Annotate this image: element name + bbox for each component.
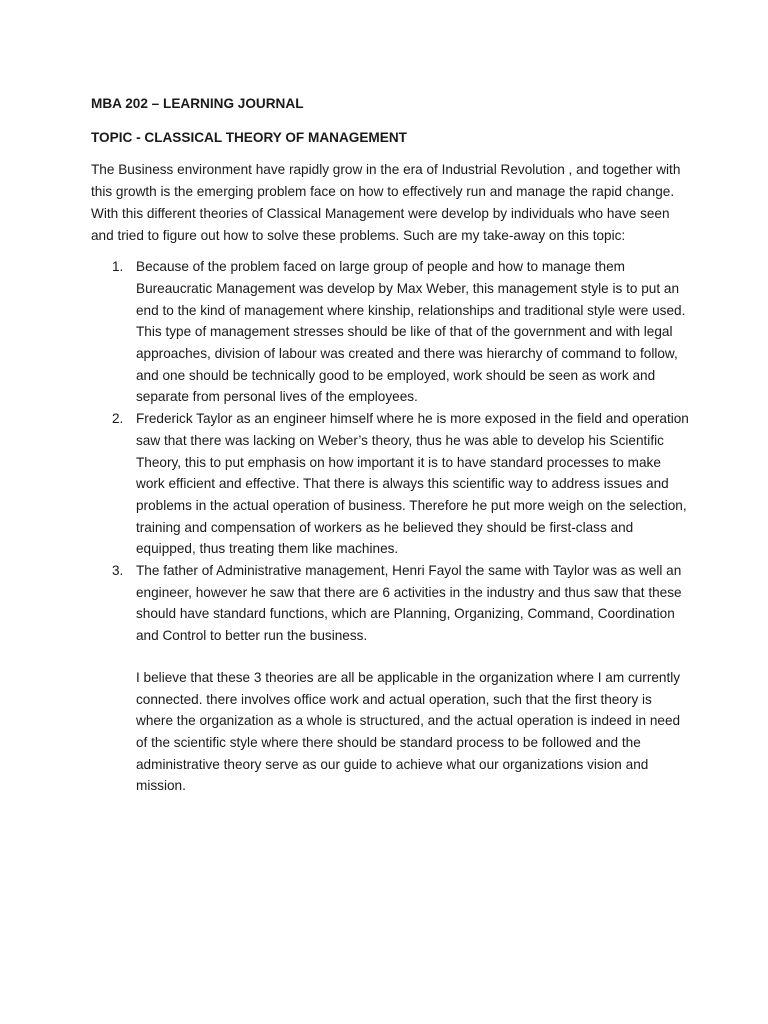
intro-paragraph: The Business environment have rapidly grow in the era of Industrial Revolution , and together with this growth is the emerging problem face on how to effectively run and manage the rapid change. With this different theories of Classical Management were develop by individuals who have seen and tried to figure out how to solve these problems. Such are my take-away on this topic: [91,162,681,243]
list-item [91,408,691,560]
list-item-text: Because of the problem faced on large group of people and how to manage them Bureaucratic Management was develop by Max Weber, this management style is to put an end to the kind of management where kinship, relationships and traditional style were used. This type of management stresses should be like of that of the government and with legal approaches, division of labour was created and there was hierarchy of command to follow, and one should be technically good to be employed, work should be seen as work and separate from personal lives of the employees. [136,259,686,405]
list-item-text: Frederick Taylor as an engineer himself where he is more exposed in the field and operation saw that there was lacking on Weber’s theory, thus he was able to develop his Scientific Theory, this to put emphasis on how important it is to have standard processes to make work efficient and effective. That there is always this scientific way to address issues and problems in the actual operation of business. Therefore he put more weigh on the selection, training and compensation of workers as he believed they should be first-class and equipped, thus treating them like machines. [136,411,689,557]
document-title: MBA 202 – LEARNING JOURNAL [91,96,304,111]
closing-paragraph: I believe that these 3 theories are all be applicable in the organization where I am currently connected. there involves office work and actual operation, such that the first theory is where the organization as a whole is structured, and the actual operation is indeed in need of the scientific style where there should be standard process to be followed and the administrative theory serve as our guide to achieve what our organizations vision and mission. [136,669,681,794]
list-item-number: 2. [112,411,124,427]
list-item-number: 1. [112,259,124,275]
list-item [91,256,691,408]
theory-list [91,256,691,647]
document-body [91,93,691,797]
list-item-text: The father of Administrative management, Henri Fayol the same with Taylor was as well an engineer, however he saw that there are 6 activities in the industry and thus saw that these should have standard functions, which are Planning, Organizing, Command, Coordination and Control to better run the business. [136,563,682,644]
list-item [91,560,691,647]
topic-heading: TOPIC - CLASSICAL THEORY OF MANAGEMENT [91,129,407,145]
list-item-number: 3. [112,563,124,579]
